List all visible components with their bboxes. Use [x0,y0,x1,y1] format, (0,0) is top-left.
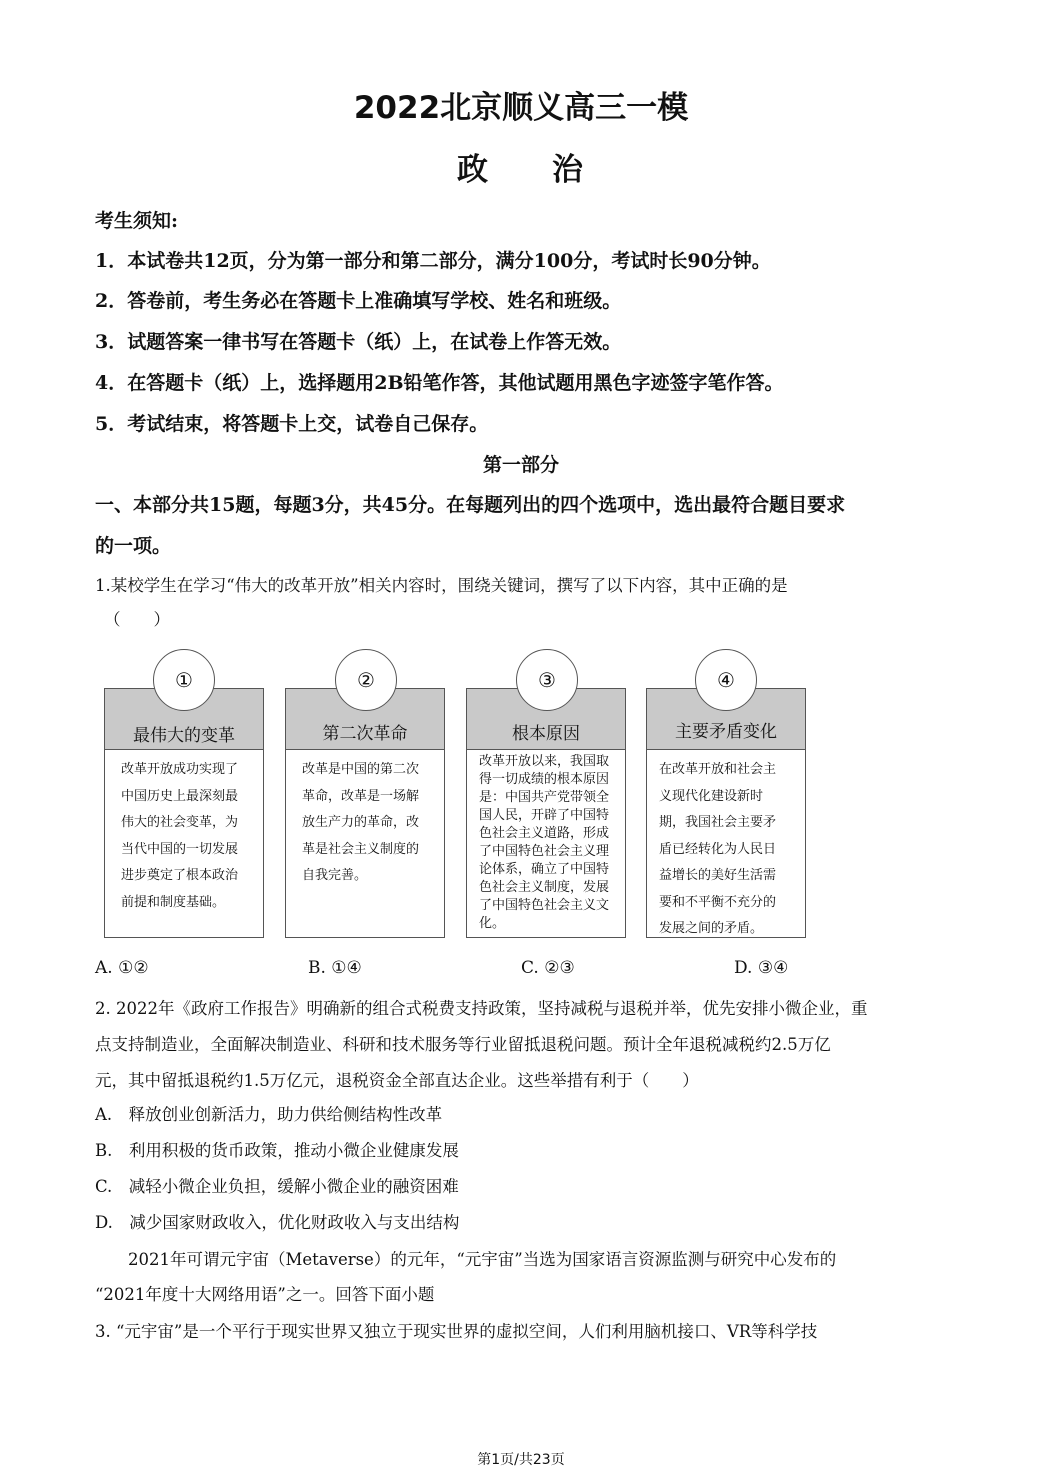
notice-item-2: 2．答卷前，考生务必在答题卡上准确填写学校、姓名和班级。 [95,290,622,312]
card-body: 在改革开放和社会主 义现代化建设新时 期，我国社会主要矛 盾已经转化为人民日 益增长的美好生活需 要和不平衡不充分的 发展之间的矛盾。 [659,762,777,936]
subject-title [0,144,1042,189]
card-body: 改革开放以来，我国取 得一切成绩的根本原因 是：中国共产党带领全 国人民，开辟了中国特 色社会主义道路，形成 了中国特色社会主义理 论体系，确立了中国特 色社会主义制度，发展 了中国特色社会主义文 化。 [479,754,610,931]
subject-char-1: 政 [457,152,490,188]
question-2-option-b: B. 利用积极的货币政策，推动小微企业健康发展 [95,1141,459,1160]
question-2-stem-line-3: 元，其中留抵退税约1.5万亿元，退税资金全部直达企业。这些举措有利于（ ） [95,1071,699,1090]
question-1-paren: （ ） [104,610,170,629]
card-number-circle: ② [335,649,397,711]
card-body: 改革是中国的第二次 革命，改革是一场解 放生产力的革命，改 革是社会主义制度的 自我完善。 [302,762,420,883]
notice-item-4: 4．在答题卡（纸）上，选择题用2B铅笔作答，其他试题用黑色字迹签字笔作答。 [95,372,784,394]
notice-item-1: 1．本试卷共12页，分为第一部分和第二部分，满分100分，考试时长90分钟。 [95,250,771,272]
question-1-option-b: B. ①④ [308,958,362,978]
question-2-option-a: A. 释放创业创新活力，助力供给侧结构性改革 [95,1105,443,1124]
exam-title: 2022北京顺义高三一模 [353,90,689,126]
section-instruction-line-2: 的一项。 [95,535,172,557]
subject-char-2: 治 [552,152,585,188]
question-1-option-a: A. ①② [95,958,149,978]
card-title: 最伟大的变革 [133,726,235,746]
question-1-option-d: D. ③④ [734,958,789,978]
material-line-1: 2021年可谓元宇宙（Metaverse）的元年，“元宇宙”当选为国家语言资源监测与研究中心发布的 [128,1250,837,1269]
notice-heading: 考生须知: [95,210,179,232]
notice-item-5: 5．考试结束，将答题卡上交，试卷自己保存。 [95,413,489,435]
notice-item-3: 3．试题答案一律书写在答题卡（纸）上，在试卷上作答无效。 [95,331,622,353]
material-line-2: “2021年度十大网络用语”之一。回答下面小题 [95,1285,435,1304]
concept-card-1 [104,688,264,938]
card-number-circle: ④ [695,649,757,711]
card-number-circle: ① [153,649,215,711]
question-2-stem-line-2: 点支持制造业，全面解决制造业、科研和技术服务等行业留抵退税问题。预计全年退税减税约2.5万亿 [95,1035,831,1054]
concept-card-4 [646,688,806,938]
card-title: 第二次革命 [322,724,408,744]
page-footer: 第1页/共23页 [477,1452,565,1468]
section-instruction-line-1: 一、本部分共15题，每题3分，共45分。在每题列出的四个选项中，选出最符合题目要求 [95,494,846,516]
card-title: 根本原因 [512,724,580,744]
concept-card-2 [285,688,445,938]
concept-card-3 [466,688,626,938]
question-2-option-c: C. 减轻小微企业负担，缓解小微企业的融资困难 [95,1177,459,1196]
card-title: 主要矛盾变化 [675,722,777,742]
question-1-stem: 1.某校学生在学习“伟大的改革开放”相关内容时，围绕关键词，撰写了以下内容，其中正确的是 [95,576,788,595]
question-2-stem-line-1: 2. 2022年《政府工作报告》明确新的组合式税费支持政策，坚持减税与退税并举，优先安排小微企业，重 [95,999,868,1018]
card-number-circle: ③ [516,649,578,711]
question-3-stem-line-1: 3. “元宇宙”是一个平行于现实世界又独立于现实世界的虚拟空间，人们利用脑机接口、VR等科学技 [95,1322,818,1341]
card-body: 改革开放成功实现了 中国历史上最深刻最 伟大的社会变革，为 当代中国的一切发展 进步奠定了根本政治 前提和制度基础。 [121,762,239,910]
part-title: 第一部分 [482,454,559,476]
question-1-option-c: C. ②③ [521,958,575,978]
question-2-option-d: D. 减少国家财政收入，优化财政收入与支出结构 [95,1213,460,1232]
